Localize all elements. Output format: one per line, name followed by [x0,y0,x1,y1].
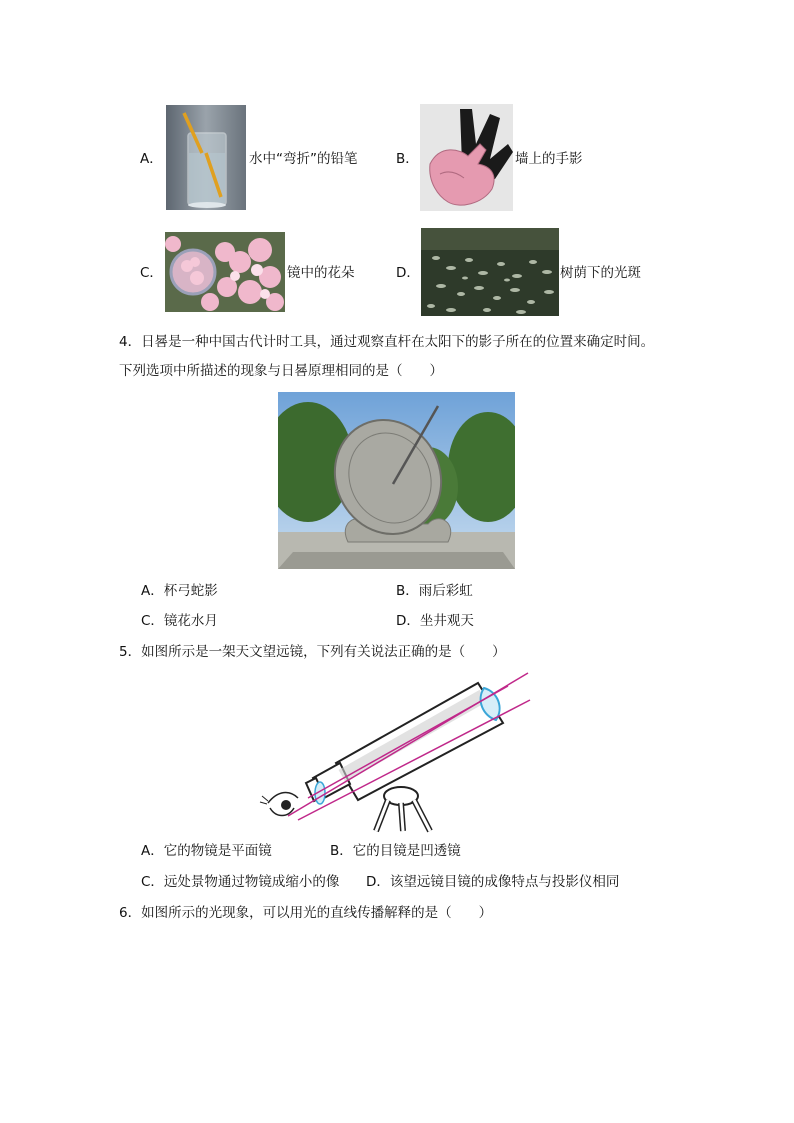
q5-option-c: C．远处景物通过物镜成缩小的像 [141,874,340,890]
option-c-caption: 镜中的花朵 [287,265,355,281]
sundial-icon [278,392,515,569]
hand-shadow-image [420,104,513,211]
q5-stem: 5．如图所示是一架天文望远镜，下列有关说法正确的是（ ） [119,644,506,660]
flowers-in-mirror-image [165,232,285,312]
light-spots-icon [421,228,559,316]
q5-option-b: B．它的目镜是凹透镜 [330,843,461,859]
flowers-mirror-icon [165,232,285,312]
sundial-image [278,392,515,569]
q4-stem-line2: 下列选项中所描述的现象与日晷原理相同的是（ ） [119,363,443,379]
telescope-image [258,668,533,833]
option-a-letter: A． [140,151,163,167]
q4-stem-line1: 4．日晷是一种中国古代计时工具，通过观察直杆在太阳下的影子所在的位置来确定时间。 [119,334,655,350]
option-c-letter: C． [140,265,163,281]
q4-option-d: D．坐井观天 [396,613,474,629]
option-b-letter: B． [396,151,419,167]
q4-option-b: B．雨后彩虹 [396,583,473,599]
telescope-icon [258,668,533,833]
option-d-letter: D． [396,265,420,281]
light-spots-image [421,228,559,316]
q6-stem: 6．如图所示的光现象，可以用光的直线传播解释的是（ ） [119,905,493,921]
hand-shadow-icon [420,104,513,211]
pencil-in-water-image [166,105,246,210]
option-b-caption: 墙上的手影 [515,151,583,167]
option-a-caption: 水中“弯折”的铅笔 [249,151,358,167]
q5-option-a: A．它的物镜是平面镜 [141,843,272,859]
q4-option-a: A．杯弓蛇影 [141,583,218,599]
q5-option-d: D．该望远镜目镜的成像特点与投影仪相同 [366,874,620,890]
q4-option-c: C．镜花水月 [141,613,218,629]
pencil-in-water-icon [166,105,246,210]
option-d-caption: 树荫下的光斑 [560,265,641,281]
